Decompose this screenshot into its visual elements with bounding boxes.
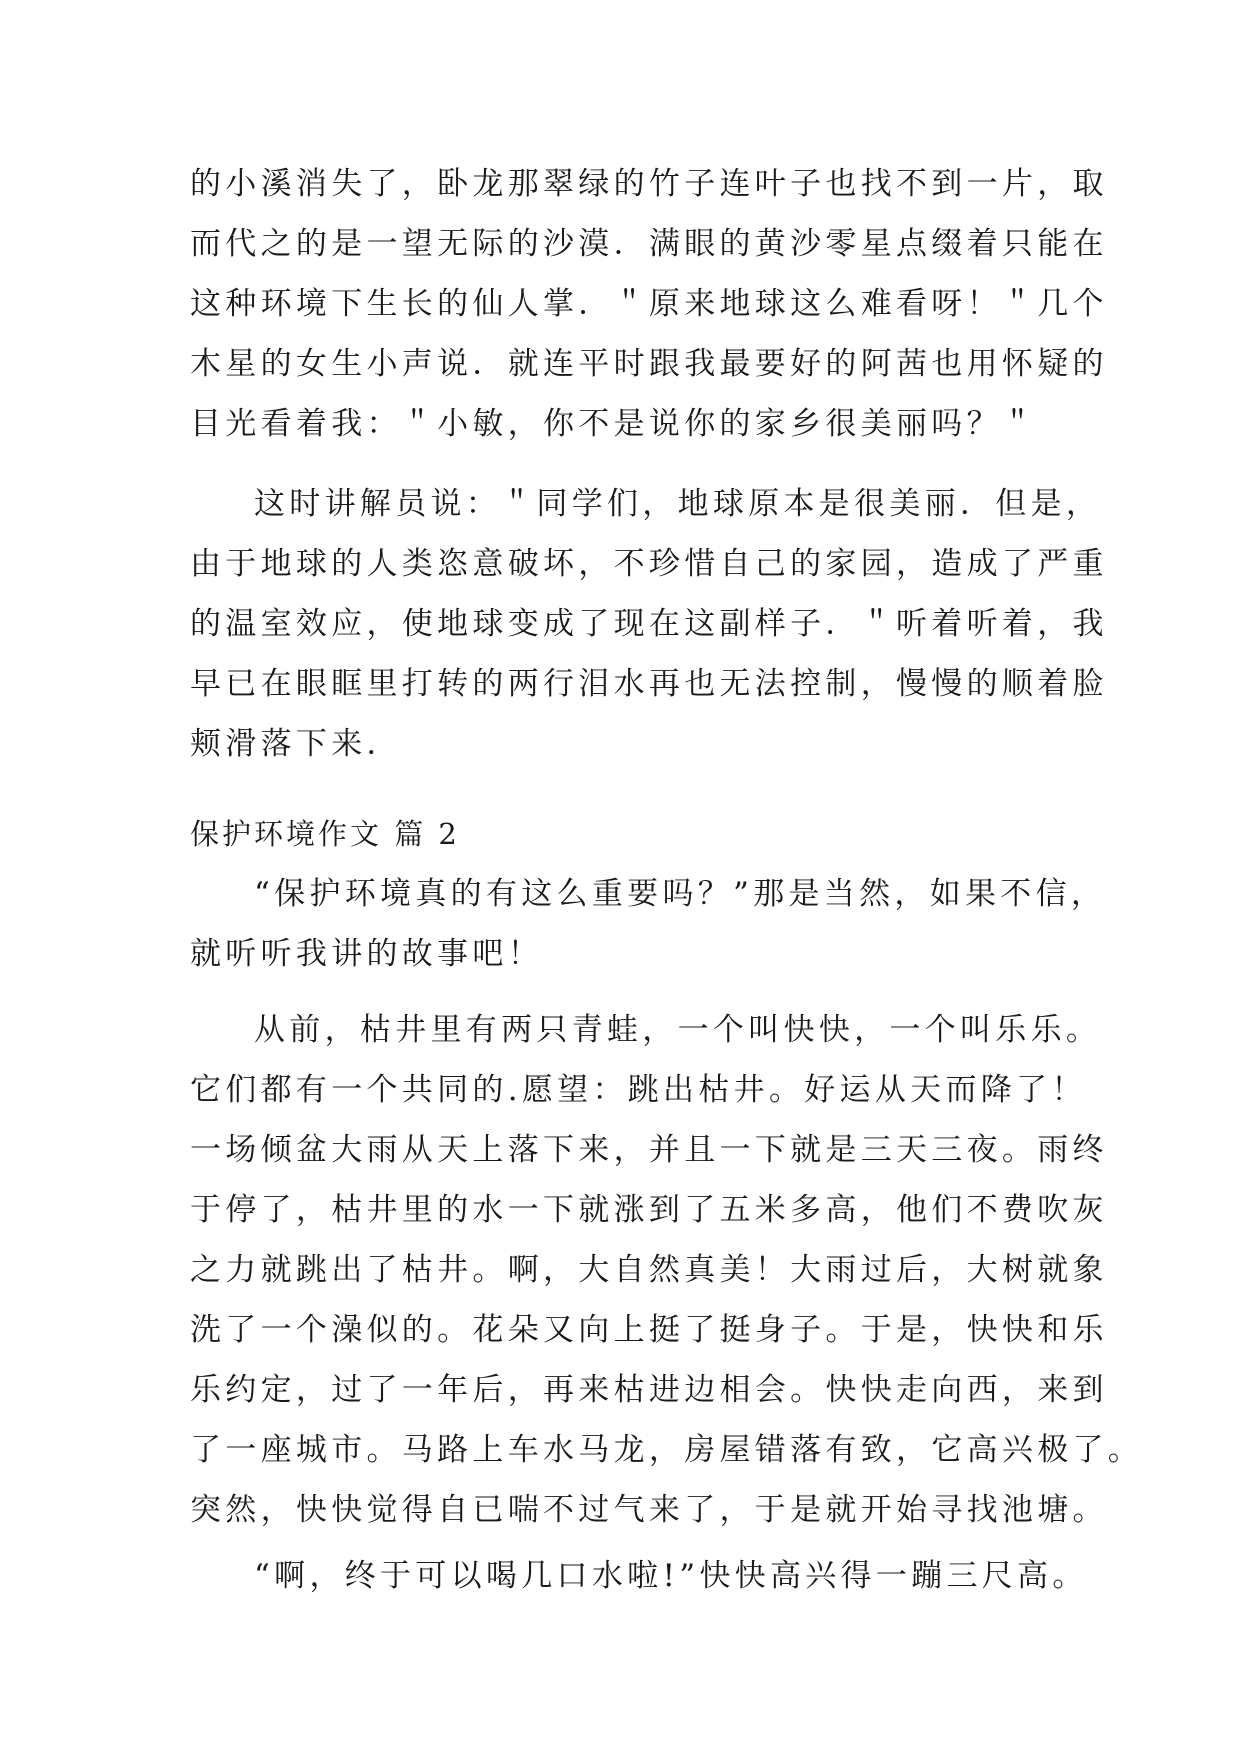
text-line: “保护环境真的有这么重要吗？”那是当然，如果不信， [254, 876, 1107, 912]
text-line: 之力就跳出了枯井。啊，大自然真美！大雨过后，大树就象 [190, 1252, 1108, 1288]
text-line: 目光看着我：＂小敏，你不是说你的家乡很美丽吗？＂ [190, 406, 1038, 442]
text-line: 早已在眼眶里打转的两行泪水再也无法控制，慢慢的顺着脸 [190, 666, 1108, 702]
text-line: 洗了一个澡似的。花朵又向上挺了挺身子。于是，快快和乐 [190, 1312, 1108, 1348]
text-line: 颊滑落下来． [190, 726, 402, 762]
text-line: 了一座城市。马路上车水马龙，房屋错落有致，它高兴极了。 [190, 1432, 1144, 1468]
text-line: 这种环境下生长的仙人掌．＂原来地球这么难看呀！＂几个 [190, 286, 1108, 322]
text-line: 由于地球的人类恣意破坏，不珍惜自己的家园，造成了严重 [190, 546, 1108, 582]
text-line: 一场倾盆大雨从天上落下来，并且一下就是三天三夜。雨终 [190, 1132, 1108, 1168]
text-line: 它们都有一个共同的.愿望：跳出枯井。好运从天而降了！ [190, 1072, 1087, 1108]
text-line: 的小溪消失了，卧龙那翠绿的竹子连叶子也找不到一片，取 [190, 166, 1108, 202]
text-line: 就听听我讲的故事吧！ [190, 936, 543, 972]
text-line: 木星的女生小声说．就连平时跟我最要好的阿茜也用怀疑的 [190, 346, 1108, 382]
text-line: 这时讲解员说：＂同学们，地球原本是很美丽．但是， [254, 486, 1102, 522]
text-line: 的温室效应，使地球变成了现在这副样子．＂听着听着，我 [190, 606, 1108, 642]
text-line: 于停了，枯井里的水一下就涨到了五米多高，他们不费吹灰 [190, 1192, 1108, 1228]
text-line: 突然，快快觉得自已喘不过气来了，于是就开始寻找池塘。 [190, 1492, 1108, 1528]
text-line: 乐约定，过了一年后，再来枯进边相会。快快走向西，来到 [190, 1372, 1108, 1408]
section-heading: 保护环境作文 篇 2 [190, 817, 460, 851]
text-line: 而代之的是一望无际的沙漠．满眼的黄沙零星点缀着只能在 [190, 226, 1108, 262]
text-line: 从前，枯井里有两只青蛙，一个叫快快，一个叫乐乐。 [254, 1012, 1102, 1048]
text-line: “啊，终于可以喝几口水啦!”快快高兴得一蹦三尺高。 [254, 1558, 1088, 1594]
